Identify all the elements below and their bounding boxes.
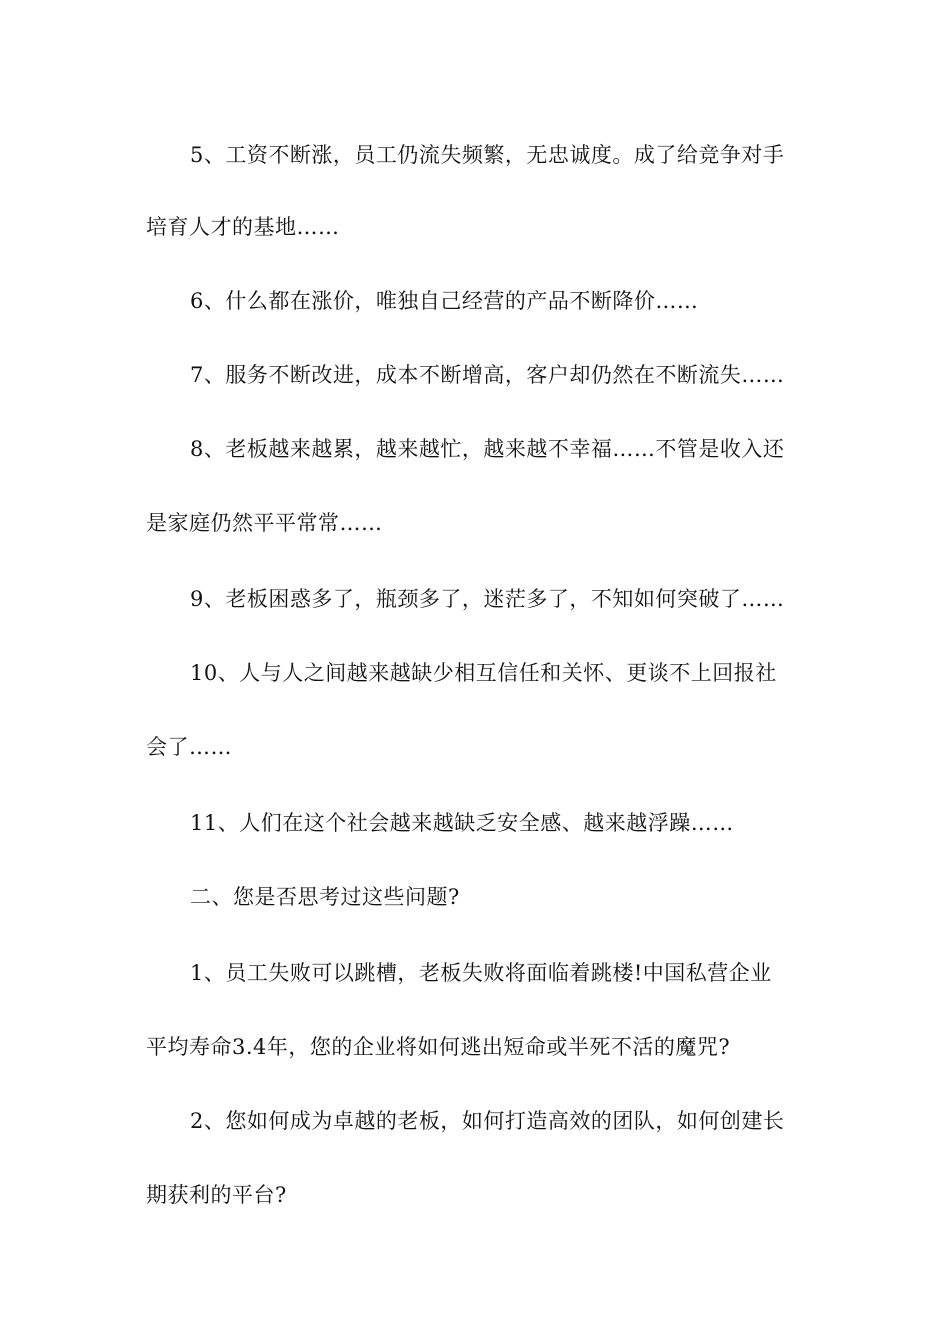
section-heading-2: 二、您是否思考过这些问题? — [190, 885, 460, 909]
question-1-line-2: 平均寿命3.4年，您的企业将如何逃出短命或半死不活的魔咒? — [146, 1035, 731, 1059]
paragraph-9: 9、老板困惑多了，瓶颈多了，迷茫多了，不知如何突破了…… — [190, 587, 785, 611]
paragraph-5-line-2: 培育人才的基地…… — [146, 215, 340, 239]
paragraph-7: 7、服务不断改进，成本不断增高，客户却仍然在不断流失…… — [190, 363, 785, 387]
question-2-line-1: 2、您如何成为卓越的老板，如何打造高效的团队，如何创建长 — [190, 1109, 785, 1133]
paragraph-11: 11、人们在这个社会越来越缺乏安全感、越来越浮躁…… — [190, 811, 734, 835]
question-2-line-2: 期获利的平台? — [146, 1183, 287, 1207]
paragraph-10-line-1: 10、人与人之间越来越缺少相互信任和关怀、更谈不上回报社 — [190, 661, 777, 685]
question-1-line-1: 1、员工失败可以跳槽，老板失败将面临着跳楼!中国私营企业 — [190, 961, 772, 985]
paragraph-10-line-2: 会了…… — [146, 735, 232, 759]
paragraph-6: 6、什么都在涨价，唯独自己经营的产品不断降价…… — [190, 289, 699, 313]
paragraph-5-line-1: 5、工资不断涨，员工仍流失频繁，无忠诚度。成了给竞争对手 — [190, 143, 785, 167]
paragraph-8-line-2: 是家庭仍然平平常常…… — [146, 511, 383, 535]
paragraph-8-line-1: 8、老板越来越累，越来越忙，越来越不幸福……不管是收入还 — [190, 437, 785, 461]
